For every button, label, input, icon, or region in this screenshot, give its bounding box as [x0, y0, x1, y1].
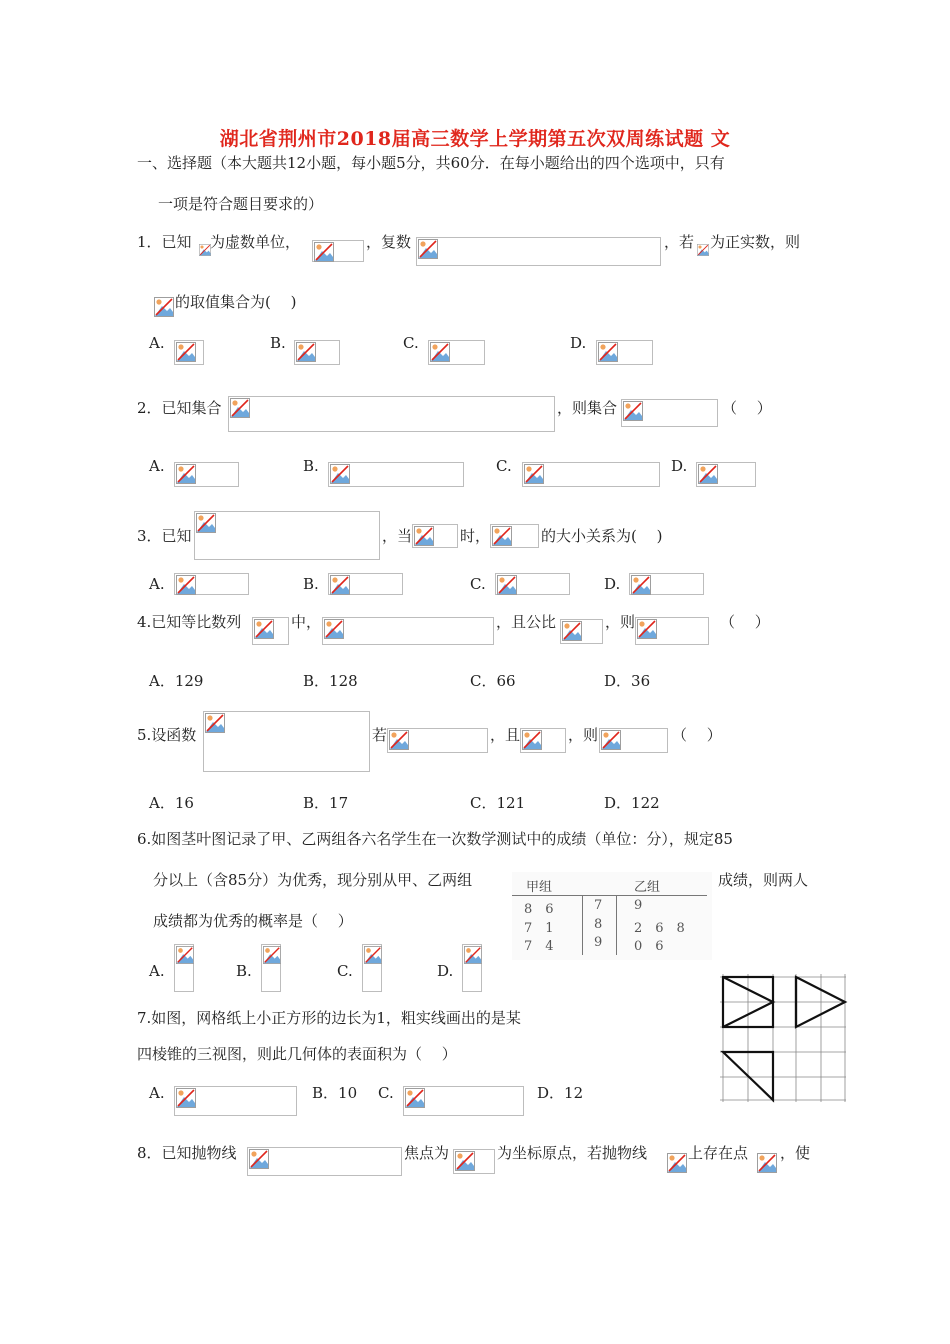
formula-image-icon [756, 1152, 778, 1172]
q3-option-c: C. [470, 575, 486, 593]
formula-image-icon [629, 573, 704, 595]
q3-text-2: ，当 [382, 527, 413, 545]
formula-image-icon [560, 619, 603, 644]
formula-image-icon [312, 240, 364, 262]
formula-image-icon [428, 340, 485, 365]
formula-image-icon [247, 1147, 402, 1176]
q1-option-c: C. [403, 334, 419, 352]
formula-image-icon [174, 573, 249, 595]
formula-image-icon [596, 340, 653, 365]
formula-image-icon [153, 296, 173, 316]
q6-option-a: A. [149, 962, 165, 980]
q4-option-d: D．36 [604, 672, 651, 690]
q3-option-b: B. [303, 575, 319, 593]
formula-image-icon [462, 944, 482, 992]
page-title: 湖北省荆州市2018届高三数学上学期第五次双周练试题 文 [219, 128, 731, 150]
q5-option-d: D．122 [604, 794, 660, 812]
section-intro-line2: 一项是符合题目要求的） [158, 195, 324, 213]
q5-option-c: C．121 [470, 794, 526, 812]
formula-image-icon [696, 462, 756, 487]
stem-leaf-stem: 7 [594, 898, 603, 913]
stem-leaf-left-leaves: 7 4 [524, 939, 554, 954]
q6-line-2a: 分以上（含85分）为优秀，现分别从甲、乙两组 [153, 871, 473, 889]
q3-text-1: 3．已知 [137, 527, 192, 545]
formula-image-icon [174, 1086, 297, 1116]
formula-image-icon [416, 237, 661, 266]
formula-image-icon [174, 340, 204, 365]
formula-image-icon [328, 573, 403, 595]
q2-option-a: A. [149, 457, 165, 475]
stem-leaf-figure [512, 872, 712, 960]
q8-text-2: 焦点为 [404, 1144, 450, 1162]
q6-line-1: 6.如图茎叶图记录了甲、乙两组各六名学生在一次数学测试中的成绩（单位：分），规定85 [137, 830, 733, 848]
stem-leaf-left-leaves: 8 6 [524, 902, 554, 917]
q8-text-1: 8．已知抛物线 [137, 1144, 237, 1162]
q6-option-b: B. [236, 962, 252, 980]
q2-text-2: ，则集合 [557, 399, 618, 417]
q5-text-4: ，则 [568, 726, 599, 744]
formula-image-icon [261, 944, 281, 992]
stem-leaf-left-header: 甲组 [526, 880, 553, 895]
q6-option-c: C. [337, 962, 353, 980]
q5-text-3: ，且 [490, 726, 521, 744]
q6-line-3: 成绩都为优秀的概率是（ ） [153, 912, 353, 930]
q4-text-1: 4.已知等比数列 [137, 613, 242, 631]
q5-text-5: （ ） [672, 726, 722, 744]
q7-option-a: A. [149, 1084, 165, 1102]
formula-image-icon [387, 728, 488, 753]
q4-option-a: A．129 [149, 672, 204, 690]
q2-option-c: C. [496, 457, 512, 475]
formula-image-icon [252, 617, 289, 645]
q1-text-6: 的取值集合为( ) [175, 293, 297, 311]
formula-image-icon [362, 944, 382, 992]
section-intro-line1: 一、选择题（本大题共12小题，每小题5分，共60分．在每小题给出的四个选项中，只有 [137, 154, 725, 172]
q1-option-a: A. [149, 334, 165, 352]
three-view-figure [718, 972, 850, 1104]
q2-text-1: 2．已知集合 [137, 399, 222, 417]
formula-image-icon [520, 728, 566, 753]
formula-image-icon [412, 524, 458, 548]
q8-text-5: ，使 [780, 1144, 811, 1162]
formula-image-icon [522, 462, 660, 487]
q1-text-5: 为正实数，则 [710, 233, 801, 251]
formula-image-icon [174, 462, 239, 487]
q2-option-d: D. [671, 457, 688, 475]
formula-image-icon [403, 1086, 524, 1116]
q1-text-1: 1．已知 [137, 233, 192, 251]
q8-text-3: 为坐标原点，若抛物线 [497, 1144, 648, 1162]
formula-image-icon [322, 617, 494, 645]
formula-image-icon [174, 944, 194, 992]
formula-image-icon [194, 511, 380, 560]
q3-text-4: 的大小关系为( ) [541, 527, 663, 545]
q7-option-b: B．10 [312, 1084, 358, 1102]
stem-leaf-right-leaves: 9 [634, 898, 643, 913]
q7-option-d: D．12 [537, 1084, 584, 1102]
q1-text-2: 为虚数单位， [210, 233, 301, 251]
q2-option-b: B. [303, 457, 319, 475]
formula-image-icon [635, 617, 709, 645]
formula-image-icon [599, 728, 668, 753]
q1-text-3: ，复数 [366, 233, 412, 251]
q8-text-4: 上存在点 [688, 1144, 749, 1162]
formula-image-icon [198, 240, 208, 260]
q3-text-3: 时， [460, 527, 491, 545]
formula-image-icon [490, 524, 539, 548]
q7-line-1: 7.如图，网格纸上小正方形的边长为1，粗实线画出的是某 [137, 1009, 521, 1027]
q4-text-3: ，且公比 [496, 613, 557, 631]
stem-leaf-right-leaves: 2 6 8 [634, 921, 685, 936]
q4-text-5: （ ） [720, 613, 770, 631]
q7-line-2: 四棱锥的三视图，则此几何体的表面积为（ ） [137, 1045, 457, 1063]
stem-leaf-left-leaves: 7 1 [524, 921, 554, 936]
q2-text-3: （ ） [722, 399, 772, 417]
stem-leaf-right-header: 乙组 [634, 880, 661, 895]
formula-image-icon [453, 1149, 495, 1174]
q4-text-4: ，则 [605, 613, 636, 631]
formula-image-icon [294, 340, 340, 365]
q5-option-b: B．17 [303, 794, 349, 812]
formula-image-icon [621, 399, 718, 427]
q5-option-a: A．16 [149, 794, 194, 812]
q1-option-b: B. [270, 334, 286, 352]
q3-option-d: D. [604, 575, 621, 593]
formula-image-icon [228, 396, 555, 432]
q1-text-4: ，若 [664, 233, 695, 251]
q7-option-c: C. [378, 1084, 394, 1102]
stem-leaf-right-leaves: 0 6 [634, 939, 664, 954]
q4-option-b: B．128 [303, 672, 358, 690]
formula-image-icon [666, 1152, 686, 1172]
q6-option-d: D. [437, 962, 454, 980]
q1-option-d: D. [570, 334, 587, 352]
q3-option-a: A. [149, 575, 165, 593]
stem-leaf-stem: 9 [594, 935, 603, 950]
q4-text-2: 中， [291, 613, 322, 631]
q6-line-2b: 成绩，则两人 [718, 871, 809, 889]
q4-option-c: C．66 [470, 672, 516, 690]
formula-image-icon [495, 573, 570, 595]
formula-image-icon [203, 711, 370, 772]
formula-image-icon [328, 462, 464, 487]
q5-text-1: 5.设函数 [137, 726, 197, 744]
q5-text-2: 若 [372, 726, 388, 744]
formula-image-icon [696, 240, 708, 260]
stem-leaf-stem: 8 [594, 917, 603, 932]
